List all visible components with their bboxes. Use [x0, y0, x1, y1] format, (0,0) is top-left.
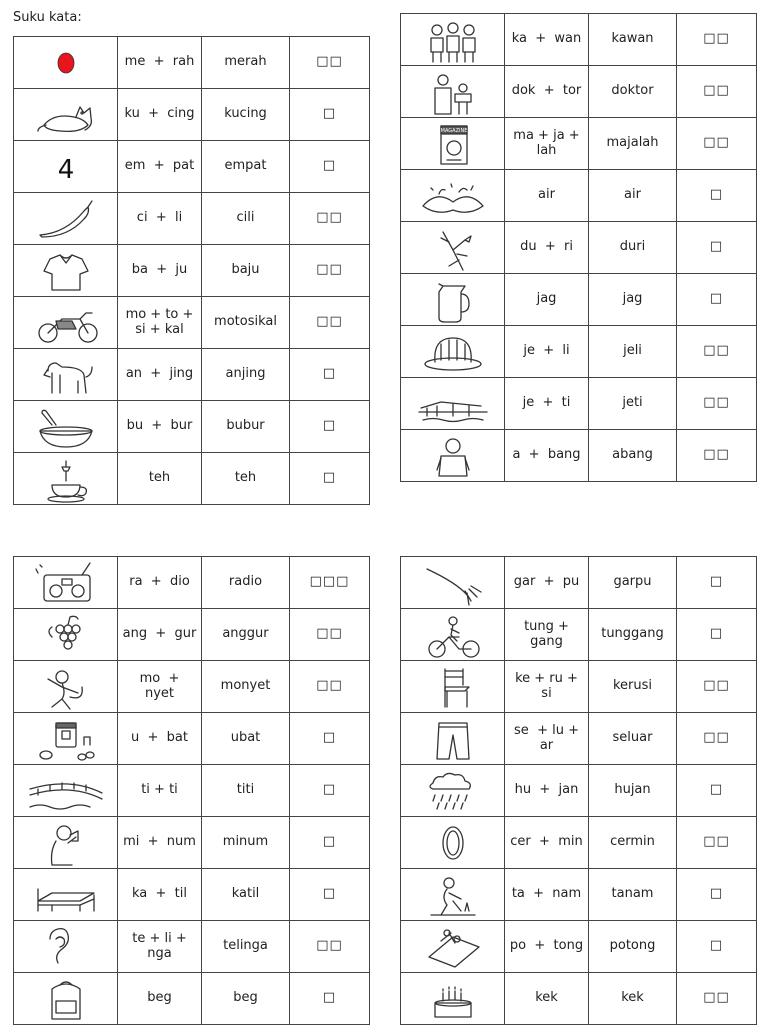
- syllables-text: nyet: [144, 685, 175, 701]
- syllables-cell: [505, 66, 589, 118]
- picture-cell: [401, 170, 505, 222]
- shirt-icon: [26, 247, 106, 295]
- syllables-cell: [118, 557, 202, 609]
- syllables-text: nga: [147, 945, 172, 961]
- table-row: [401, 170, 757, 222]
- jetty-icon: [413, 380, 493, 428]
- syllable-boxes-cell: □: [290, 453, 370, 505]
- syllable-boxes-cell: □□: [677, 713, 757, 765]
- syllables-cell: [118, 401, 202, 453]
- thorn-branch-icon: [413, 224, 493, 272]
- picture-cell: [14, 765, 118, 817]
- table-row: [14, 661, 370, 713]
- syllables-cell: [505, 713, 589, 765]
- birthday-cake-icon: [413, 975, 493, 1023]
- syllables-text: ba + ju: [131, 262, 188, 278]
- syllables-cell: [118, 973, 202, 1025]
- picture-cell: [14, 609, 118, 661]
- picture-cell: [14, 713, 118, 765]
- table-row: [401, 973, 757, 1025]
- picture-cell: [14, 141, 118, 193]
- picture-cell: [14, 869, 118, 921]
- picture-cell: [401, 557, 505, 609]
- syllable-boxes-cell: □: [677, 170, 757, 222]
- syllable-boxes-cell: □□: [677, 430, 757, 482]
- table-row: [401, 869, 757, 921]
- syllables-cell: [505, 118, 589, 170]
- word-cell: ubat: [202, 713, 290, 765]
- syllables-text: si + kal: [135, 321, 184, 337]
- syllable-boxes-cell: □□: [677, 118, 757, 170]
- syllables-cell: [118, 661, 202, 713]
- cat-icon: [26, 91, 106, 139]
- picture-cell: [14, 245, 118, 297]
- syllable-boxes-cell: □□: [290, 921, 370, 973]
- syllable-table-3: [13, 556, 370, 1025]
- syllable-boxes-cell: □□: [677, 66, 757, 118]
- syllables-text: se + lu +: [514, 722, 579, 738]
- syllables-cell: [505, 869, 589, 921]
- syllables-text: mo + to +: [125, 306, 194, 322]
- word-cell: kucing: [202, 89, 290, 141]
- syllables-text: ke + ru +: [515, 670, 578, 686]
- table-row: [14, 349, 370, 401]
- word-cell: jeti: [589, 378, 677, 430]
- picture-cell: [401, 118, 505, 170]
- syllable-boxes-cell: □□: [290, 245, 370, 297]
- motorcycle-icon: [26, 299, 106, 347]
- radio-icon: [26, 559, 106, 607]
- table-row: [14, 921, 370, 973]
- syllable-boxes-cell: □: [290, 349, 370, 401]
- word-cell: seluar: [589, 713, 677, 765]
- table-row: [401, 661, 757, 713]
- table-row: [401, 921, 757, 973]
- word-cell: minum: [202, 817, 290, 869]
- chair-icon: [413, 663, 493, 711]
- syllables-cell: [118, 349, 202, 401]
- word-cell: kawan: [589, 14, 677, 66]
- table-row: [14, 817, 370, 869]
- rain-icon: [413, 767, 493, 815]
- picture-cell: [14, 37, 118, 89]
- trousers-icon: [413, 715, 493, 763]
- syllables-text: te + li +: [132, 930, 187, 946]
- mirror-icon: [413, 819, 493, 867]
- table-row: [401, 765, 757, 817]
- tea-cup-icon: [26, 455, 106, 503]
- syllables-cell: [118, 609, 202, 661]
- picture-cell: [14, 193, 118, 245]
- backpack-icon: [26, 975, 106, 1023]
- syllables-text: ci + li: [136, 210, 183, 226]
- table-row: [14, 557, 370, 609]
- syllable-boxes-cell: □: [677, 921, 757, 973]
- red-dot-icon: [26, 39, 106, 87]
- syllables-cell: [505, 222, 589, 274]
- syllables-text: mo +: [139, 670, 180, 686]
- table-row: [401, 378, 757, 430]
- syllables-text: jag: [536, 291, 557, 307]
- word-cell: jeli: [589, 326, 677, 378]
- word-cell: potong: [589, 921, 677, 973]
- syllable-boxes-cell: □: [290, 401, 370, 453]
- syllable-boxes-cell: □□: [290, 609, 370, 661]
- table-row: [401, 817, 757, 869]
- syllables-cell: [505, 973, 589, 1025]
- word-cell: anjing: [202, 349, 290, 401]
- syllables-cell: [118, 245, 202, 297]
- table-row: [401, 66, 757, 118]
- picture-cell: [14, 297, 118, 349]
- syllables-text: beg: [147, 990, 172, 1006]
- dog-icon: [26, 351, 106, 399]
- table-row: [14, 401, 370, 453]
- word-cell: hujan: [589, 765, 677, 817]
- table-row: [401, 14, 757, 66]
- table-row: [14, 713, 370, 765]
- syllables-text: gar + pu: [513, 574, 580, 590]
- syllables-text: me + rah: [124, 54, 195, 70]
- table-row: [401, 326, 757, 378]
- table-row: [14, 193, 370, 245]
- syllables-text: kek: [535, 990, 558, 1006]
- cutting-paper-icon: [413, 923, 493, 971]
- syllable-boxes-cell: □: [290, 973, 370, 1025]
- syllables-cell: [118, 869, 202, 921]
- syllable-boxes-cell: □□: [290, 661, 370, 713]
- picture-cell: [401, 869, 505, 921]
- friends-icon: [413, 16, 493, 64]
- word-cell: empat: [202, 141, 290, 193]
- syllables-text: tung +: [524, 618, 569, 634]
- syllables-cell: [505, 378, 589, 430]
- word-cell: tunggang: [589, 609, 677, 661]
- word-cell: bubur: [202, 401, 290, 453]
- word-cell: abang: [589, 430, 677, 482]
- word-cell: garpu: [589, 557, 677, 609]
- syllables-cell: [505, 765, 589, 817]
- picture-cell: [14, 453, 118, 505]
- syllables-cell: [118, 765, 202, 817]
- syllable-table-2: [400, 13, 757, 482]
- table-row: [401, 609, 757, 661]
- syllables-text: je + li: [523, 343, 570, 359]
- syllables-text: mi + num: [123, 834, 196, 850]
- syllables-text: je + ti: [522, 395, 571, 411]
- syllable-boxes-cell: □: [677, 609, 757, 661]
- syllables-cell: [505, 609, 589, 661]
- syllables-text: teh: [148, 470, 171, 486]
- syllables-text: a + bang: [512, 447, 581, 463]
- word-cell: merah: [202, 37, 290, 89]
- picture-cell: [14, 973, 118, 1025]
- syllables-cell: [505, 274, 589, 326]
- syllables-cell: [118, 89, 202, 141]
- syllable-boxes-cell: □□: [677, 661, 757, 713]
- table-row: [14, 869, 370, 921]
- syllable-boxes-cell: □: [290, 765, 370, 817]
- picture-cell: [401, 921, 505, 973]
- picture-cell: [14, 557, 118, 609]
- word-cell: anggur: [202, 609, 290, 661]
- fork-icon: [413, 559, 493, 607]
- table-row: [14, 453, 370, 505]
- table-row: [14, 609, 370, 661]
- syllable-boxes-cell: □□: [290, 37, 370, 89]
- syllables-text: si: [541, 685, 552, 701]
- syllables-text: hu + jan: [514, 782, 579, 798]
- syllables-cell: [118, 817, 202, 869]
- syllable-boxes-cell: □: [677, 869, 757, 921]
- word-cell: tanam: [589, 869, 677, 921]
- syllable-boxes-cell: □: [677, 222, 757, 274]
- picture-cell: [401, 817, 505, 869]
- jug-icon: [413, 276, 493, 324]
- picture-cell: [401, 274, 505, 326]
- table-row: [14, 245, 370, 297]
- word-cell: cili: [202, 193, 290, 245]
- table-row: [14, 297, 370, 349]
- syllables-text: ka + til: [131, 886, 187, 902]
- syllables-text: ti + ti: [141, 782, 178, 798]
- syllables-text: po + tong: [509, 938, 584, 954]
- word-cell: doktor: [589, 66, 677, 118]
- syllables-cell: [505, 326, 589, 378]
- jelly-icon: [413, 328, 493, 376]
- syllables-cell: [118, 37, 202, 89]
- syllable-boxes-cell: □□: [677, 14, 757, 66]
- syllable-boxes-cell: □: [290, 817, 370, 869]
- syllable-boxes-cell: □□: [290, 297, 370, 349]
- word-cell: air: [589, 170, 677, 222]
- picture-cell: [401, 430, 505, 482]
- syllables-text: ra + dio: [129, 574, 190, 590]
- picture-cell: [401, 326, 505, 378]
- picture-cell: [401, 973, 505, 1025]
- syllable-boxes-cell: □: [290, 89, 370, 141]
- table-row: [14, 141, 370, 193]
- syllable-boxes-cell: □: [290, 713, 370, 765]
- syllables-cell: [118, 713, 202, 765]
- magazine-cover-text: MAGAZINE: [440, 127, 467, 134]
- boy-icon: [413, 432, 493, 480]
- word-cell: jag: [589, 274, 677, 326]
- syllables-cell: [505, 557, 589, 609]
- syllables-cell: [505, 921, 589, 973]
- drinking-child-icon: [26, 819, 106, 867]
- monkey-icon: [26, 663, 106, 711]
- syllables-cell: [118, 921, 202, 973]
- syllable-boxes-cell: □: [677, 765, 757, 817]
- syllables-text: ta + nam: [511, 886, 582, 902]
- table-row: [14, 89, 370, 141]
- syllable-boxes-cell: □□: [290, 193, 370, 245]
- table-row: [401, 274, 757, 326]
- syllables-text: ma + ja +: [513, 127, 580, 143]
- syllables-text: dok + tor: [511, 83, 582, 99]
- grapes-icon: [26, 611, 106, 659]
- syllables-text: ang + gur: [122, 626, 197, 642]
- syllables-cell: [505, 817, 589, 869]
- bed-icon: [26, 871, 106, 919]
- picture-cell: [401, 765, 505, 817]
- table-row: [14, 973, 370, 1025]
- syllables-cell: [118, 297, 202, 349]
- word-cell: teh: [202, 453, 290, 505]
- picture-cell: [14, 349, 118, 401]
- syllables-text: bu + bur: [126, 418, 193, 434]
- picture-cell: [14, 401, 118, 453]
- table-row: [401, 430, 757, 482]
- word-cell: telinga: [202, 921, 290, 973]
- ear-icon: [26, 923, 106, 971]
- picture-cell: [401, 14, 505, 66]
- picture-cell: [14, 921, 118, 973]
- syllable-table-4: [400, 556, 757, 1025]
- bridge-icon: [26, 767, 106, 815]
- syllables-text: lah: [536, 142, 557, 158]
- word-cell: majalah: [589, 118, 677, 170]
- magazine-icon: [413, 120, 493, 168]
- syllable-boxes-cell: □□: [677, 973, 757, 1025]
- picture-cell: [401, 378, 505, 430]
- chili-icon: [26, 195, 106, 243]
- syllable-table-1: [13, 36, 370, 505]
- syllable-boxes-cell: □: [290, 869, 370, 921]
- picture-cell: [14, 89, 118, 141]
- syllables-text: cer + min: [510, 834, 583, 850]
- picture-cell: [401, 609, 505, 661]
- syllables-cell: [118, 141, 202, 193]
- word-cell: beg: [202, 973, 290, 1025]
- table-row: [401, 118, 757, 170]
- word-cell: kerusi: [589, 661, 677, 713]
- table-row: [401, 557, 757, 609]
- number-four-text: 4: [57, 154, 74, 185]
- syllables-cell: [118, 453, 202, 505]
- picture-cell: [401, 222, 505, 274]
- word-cell: katil: [202, 869, 290, 921]
- syllables-text: du + ri: [520, 239, 573, 255]
- syllables-text: ar: [539, 737, 554, 753]
- syllables-text: em + pat: [124, 158, 195, 174]
- syllables-cell: [505, 14, 589, 66]
- syllable-boxes-cell: □: [290, 141, 370, 193]
- syllables-text: ka + wan: [511, 31, 582, 47]
- table-row: [401, 713, 757, 765]
- picture-cell: [401, 661, 505, 713]
- picture-cell: [401, 713, 505, 765]
- water-splash-icon: [413, 172, 493, 220]
- word-cell: radio: [202, 557, 290, 609]
- word-cell: kek: [589, 973, 677, 1025]
- syllable-boxes-cell: □□□: [290, 557, 370, 609]
- word-cell: baju: [202, 245, 290, 297]
- syllables-text: air: [538, 187, 555, 203]
- syllable-boxes-cell: □□: [677, 378, 757, 430]
- syllables-text: gang: [530, 633, 563, 649]
- medicine-icon: [26, 715, 106, 763]
- word-cell: motosikal: [202, 297, 290, 349]
- syllables-cell: [505, 430, 589, 482]
- page-heading: Suku kata:: [13, 10, 82, 25]
- number-four-icon: [26, 143, 106, 191]
- picture-cell: [14, 817, 118, 869]
- syllables-text: u + bat: [131, 730, 188, 746]
- syllable-boxes-cell: □□: [677, 817, 757, 869]
- doctor-icon: [413, 68, 493, 116]
- syllables-text: an + jing: [125, 366, 194, 382]
- syllables-cell: [505, 661, 589, 713]
- porridge-bowl-icon: [26, 403, 106, 451]
- table-row: [14, 37, 370, 89]
- word-cell: titi: [202, 765, 290, 817]
- syllables-cell: [505, 170, 589, 222]
- picture-cell: [14, 661, 118, 713]
- syllable-boxes-cell: □: [677, 557, 757, 609]
- syllables-text: ku + cing: [124, 106, 195, 122]
- picture-cell: [401, 66, 505, 118]
- table-row: [14, 765, 370, 817]
- word-cell: duri: [589, 222, 677, 274]
- cyclist-icon: [413, 611, 493, 659]
- word-cell: monyet: [202, 661, 290, 713]
- syllable-boxes-cell: □: [677, 274, 757, 326]
- word-cell: cermin: [589, 817, 677, 869]
- planting-child-icon: [413, 871, 493, 919]
- table-row: [401, 222, 757, 274]
- syllable-boxes-cell: □□: [677, 326, 757, 378]
- syllables-cell: [118, 193, 202, 245]
